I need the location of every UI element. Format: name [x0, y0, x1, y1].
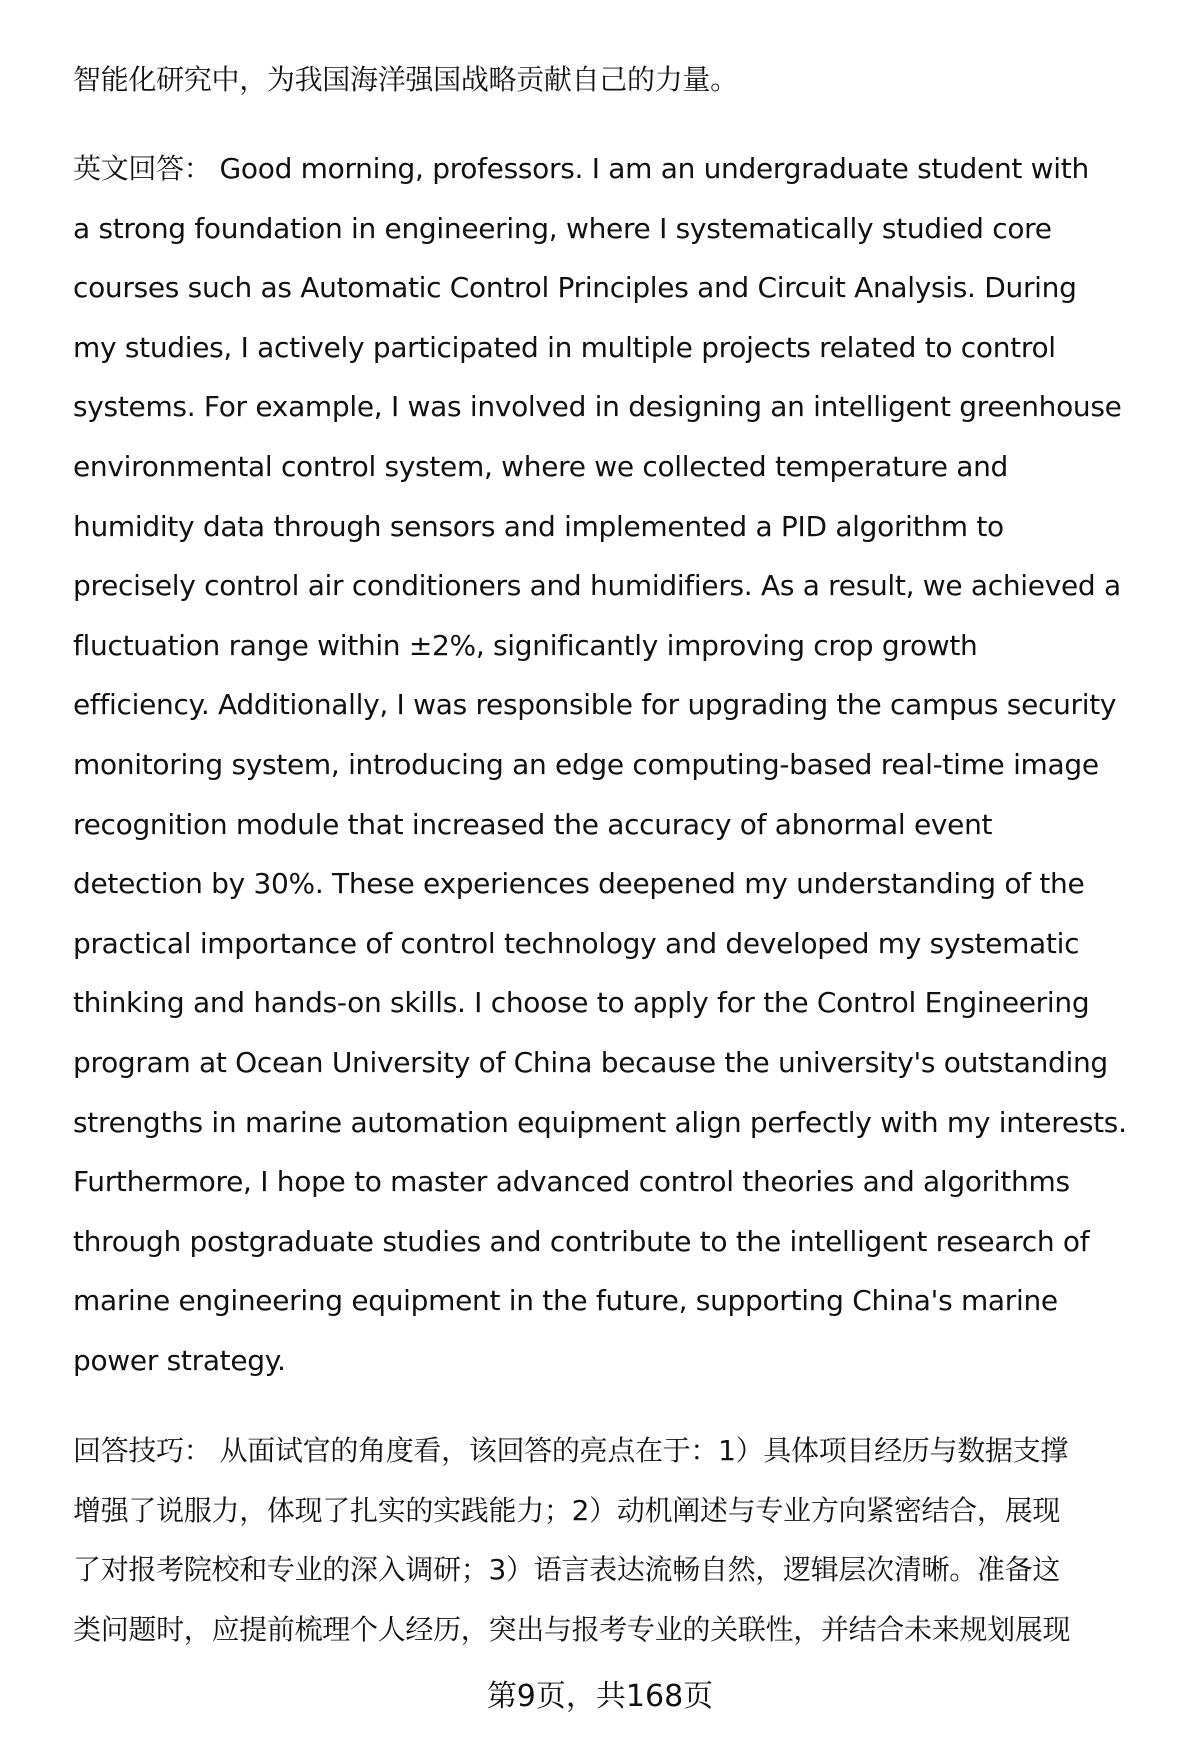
english-answer-text: fluctuation range within ±2%, significantly improving crop growth — [73, 628, 978, 662]
tips-text: 增强了说服力，体现了扎实的实践能力；2）动机阐述与专业方向紧密结合，展现 — [73, 1493, 1061, 1527]
english-answer-line — [73, 450, 1008, 484]
tips-line — [73, 1494, 1060, 1528]
english-answer-text: efficiency. Additionally, I was responsible for upgrading the campus security — [73, 688, 1117, 722]
tips-label: 回答技巧： — [73, 1434, 212, 1467]
english-answer-line — [73, 1106, 1127, 1140]
english-answer-line — [73, 510, 1004, 544]
english-answer-text: Furthermore, I hope to master advanced control theories and algorithms — [73, 1165, 1070, 1199]
page-number: 第9页，共168页 — [486, 1679, 714, 1714]
english-answer-text: marine engineering equipment in the future, supporting China's marine — [73, 1284, 1058, 1318]
english-answer-text: Good morning, professors. I am an undergraduate student with — [219, 152, 1089, 185]
english-answer-line — [73, 1284, 1058, 1318]
tips-line — [73, 1553, 1060, 1587]
tips-text: 了对报考院校和专业的深入调研；3）语言表达流畅自然，逻辑层次清晰。准备这 — [73, 1553, 1061, 1587]
english-answer-text: environmental control system, where we collected temperature and — [73, 450, 1009, 483]
english-answer-line — [73, 1225, 1089, 1259]
english-answer-line — [73, 271, 1077, 305]
intro-tail-text: 智能化研究中，为我国海洋强国战略贡献自己的力量。 — [73, 63, 738, 96]
english-answer-line — [73, 569, 1121, 603]
tips-line — [73, 1434, 1068, 1468]
english-answer-label: 英文回答： — [73, 152, 212, 185]
english-answer-line — [73, 629, 978, 663]
english-answer-line — [73, 867, 1084, 901]
english-answer-text: strengths in marine automation equipment align perfectly with my interests. — [73, 1105, 1127, 1139]
english-answer-text: a strong foundation in engineering, where I systematically studied core — [73, 211, 1052, 245]
english-answer-line — [73, 986, 1089, 1020]
english-answer-line — [73, 748, 1099, 782]
english-answer-line — [73, 927, 1079, 961]
english-answer-text: thinking and hands-on skills. I choose to apply for the Control Engineering — [73, 986, 1090, 1020]
english-answer-text: recognition module that increased the accuracy of abnormal event — [73, 807, 993, 841]
english-answer-line — [73, 808, 992, 842]
english-answer-text: systems. For example, I was involved in designing an intelligent greenhouse — [73, 390, 1122, 424]
english-answer-text: detection by 30%. These experiences deepened my understanding of the — [73, 867, 1085, 901]
english-answer-text: program at Ocean University of China because the university's outstanding — [73, 1046, 1108, 1079]
tips-line — [73, 1613, 1070, 1647]
english-answer-line — [73, 688, 1116, 722]
english-answer-text: courses such as Automatic Control Principles and Circuit Analysis. During — [73, 271, 1077, 305]
tips-text: 从面试官的角度看，该回答的亮点在于：1）具体项目经历与数据支撑 — [219, 1434, 1069, 1467]
english-answer-text: my studies, I actively participated in multiple projects related to control — [73, 330, 1056, 364]
english-answer-text: practical importance of control technology and developed my systematic — [73, 926, 1080, 960]
english-answer-text: monitoring system, introducing an edge computing-based real-time image — [73, 748, 1099, 781]
english-answer-text: humidity data through sensors and implemented a PID algorithm to — [73, 509, 1004, 543]
english-answer-text: power strategy. — [73, 1344, 286, 1377]
english-answer-line — [73, 390, 1122, 424]
english-answer-line — [73, 1344, 286, 1378]
english-answer-text: through postgraduate studies and contribute to the intelligent research of — [73, 1224, 1090, 1258]
english-answer-line — [73, 1165, 1070, 1199]
english-answer-line — [73, 331, 1056, 365]
english-answer-line — [73, 212, 1052, 246]
tips-text: 类问题时，应提前梳理个人经历，突出与报考专业的关联性，并结合未来规划展现 — [73, 1612, 1071, 1646]
english-answer-line — [73, 152, 1089, 186]
english-answer-line — [73, 1046, 1108, 1080]
english-answer-text: precisely control air conditioners and humidifiers. As a result, we achieved a — [73, 569, 1121, 603]
